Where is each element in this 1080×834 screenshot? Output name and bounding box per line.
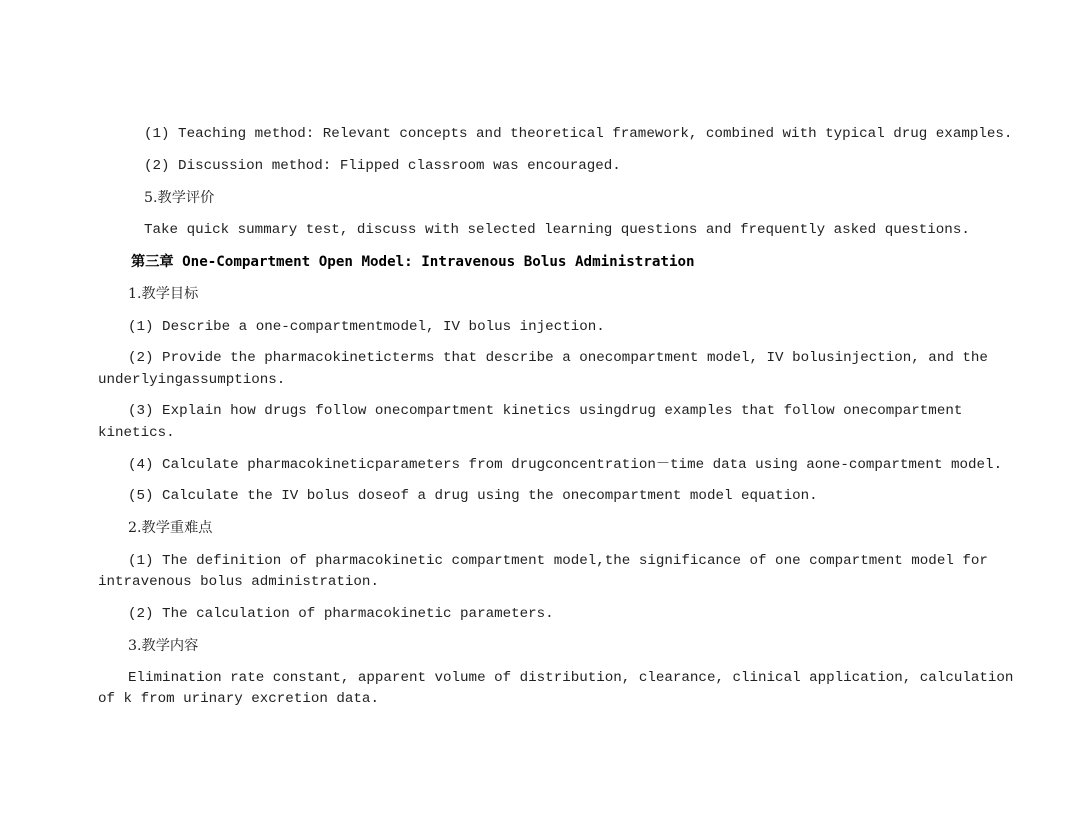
key-point-item-1-cont: intravenous bolus administration. (98, 574, 379, 590)
section-heading-objectives: 1.教学目标 (128, 286, 199, 302)
evaluation-text: Take quick summary test, discuss with selected learning questions and frequently asked questions. (144, 222, 970, 238)
chapter-title: 第三章 One-Compartment Open Model: Intravenous Bolus Administration (131, 254, 695, 270)
content-text-cont: of k from urinary excretion data. (98, 691, 379, 707)
objective-item-2-cont: underlyingassumptions. (98, 372, 286, 388)
objective-item-3: (3) Explain how drugs follow onecompartment kinetics usingdrug examples that follow onecompartment (128, 403, 963, 419)
key-point-item-2: (2) The calculation of pharmacokinetic parameters. (128, 606, 554, 622)
content-text: Elimination rate constant, apparent volume of distribution, clearance, clinical application, calculation (128, 670, 1014, 686)
section-heading-evaluation: 5.教学评价 (144, 190, 215, 206)
section-heading-key-points: 2.教学重难点 (128, 520, 213, 536)
section-heading-content: 3.教学内容 (128, 638, 199, 654)
objective-item-5: (5) Calculate the IV bolus doseof a drug using the onecompartment model equation. (128, 488, 818, 504)
teaching-method-item-1: (1) Teaching method: Relevant concepts and theoretical framework, combined with typical drug examples. (144, 126, 1013, 142)
objective-item-1: (1) Describe a one-compartmentmodel, IV bolus injection. (128, 319, 605, 335)
key-point-item-1: (1) The definition of pharmacokinetic compartment model,the significance of one compartment model for (128, 553, 988, 569)
objective-item-4: (4) Calculate pharmacokineticparameters from drugconcentration－time data using aone-compartment model. (128, 457, 1003, 473)
objective-item-3-cont: kinetics. (98, 425, 175, 441)
teaching-method-item-2: (2) Discussion method: Flipped classroom was encouraged. (144, 158, 621, 174)
objective-item-2: (2) Provide the pharmacokineticterms that describe a onecompartment model, IV bolusinjection, and the (128, 350, 988, 366)
